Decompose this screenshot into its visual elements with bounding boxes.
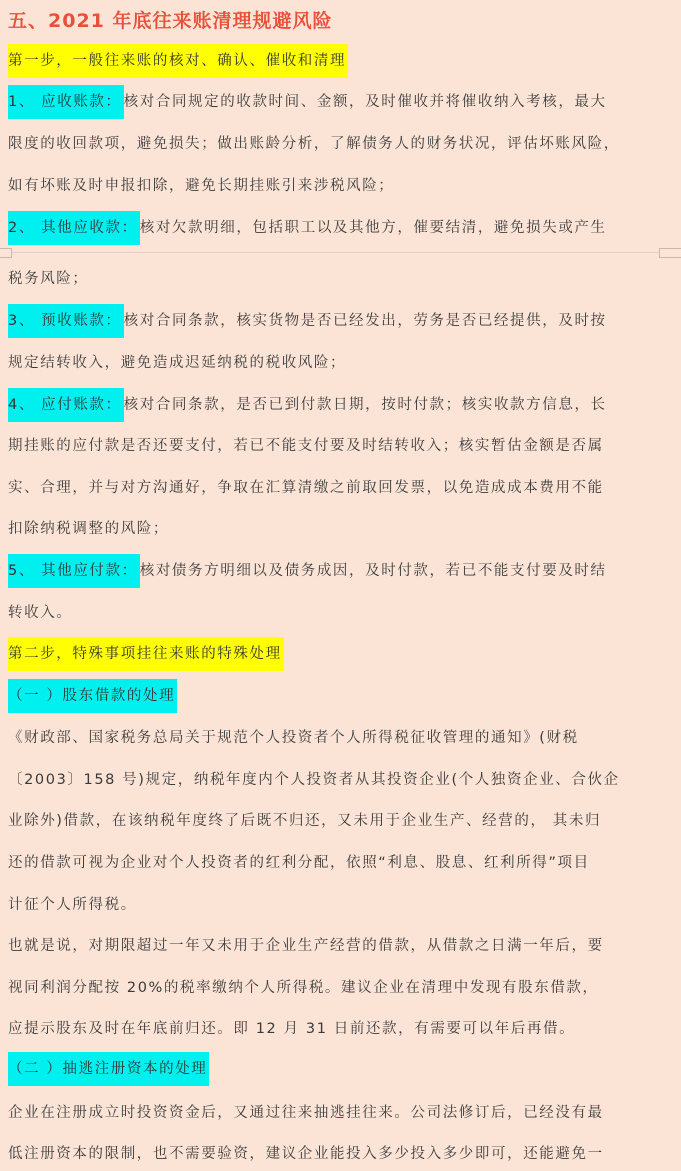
sub1-label: （一 ）股东借款的处理 — [8, 679, 177, 713]
sub1-para1-line5 — [8, 888, 137, 922]
item1-line3 — [8, 169, 394, 203]
sub1-para2-line2 — [8, 971, 599, 1005]
item3-label: 3、 预收账款： — [8, 304, 124, 338]
item1-line2 — [8, 127, 620, 161]
divider-right-handle — [659, 248, 681, 258]
item5-line1 — [8, 554, 607, 588]
sub2-label: （二 ）抽逃注册资本的处理 — [8, 1052, 209, 1086]
item5-label: 5、 其他应付款： — [8, 554, 140, 588]
sub2-para1-text-2: 低注册资本的限制，也不需要验资，建议企业能投入多少投入多少即可，还能避免一 — [8, 1146, 604, 1162]
sub1-para2-text-1: 也就是说，对期限超过一年又未用于企业生产经营的借款，从借款之日满一年后，要 — [8, 938, 604, 954]
sub1-para2-text-2: 视同利润分配按 20%的税率缴纳个人所得税。建议企业在清理中发现有股东借款， — [8, 980, 599, 996]
item4-text-1: 核对合同条款，是否已到付款日期，按时付款；核实收款方信息，长 — [123, 397, 607, 413]
item4-text-4: 扣除纳税调整的风险； — [8, 521, 169, 537]
item4-text-2: 期挂账的应付款是否还要支付，若已不能支付要及时结转收入；核实暂估金额是否属 — [8, 438, 604, 454]
sub2-para1-line2 — [8, 1137, 604, 1171]
step2-heading-line — [8, 637, 284, 671]
item2-line2 — [8, 262, 89, 296]
item1-text-1: 核对合同规定的收款时间、金额，及时催收并将催收纳入考核，最大 — [123, 94, 607, 110]
sub1-para1-line2 — [8, 763, 620, 797]
item5-line2 — [8, 596, 72, 630]
sub1-para1-text-2: 〔2003〕158 号)规定，纳税年度内个人投资者从其投资企业(个人独资企业、合伙企 — [8, 772, 620, 788]
item4-line2 — [8, 429, 604, 463]
item5-text-2: 转收入。 — [8, 605, 73, 621]
sub1-para1-line4 — [8, 846, 590, 880]
item5-text-1: 核对债务方明细以及债务成因，及时付款，若已不能支付要及时结 — [139, 563, 607, 579]
item3-line2 — [8, 346, 346, 380]
item3-line1 — [8, 304, 607, 338]
sub1-para2-line1 — [8, 929, 604, 963]
item2-text-2: 税务风险； — [8, 271, 89, 287]
sub1-label-line — [8, 679, 177, 713]
item4-line3 — [8, 471, 604, 505]
step2-heading: 第二步，特殊事项挂往来账的特殊处理 — [8, 637, 284, 671]
item4-label: 4、 应付账款： — [8, 388, 124, 422]
sub1-para1-text-4: 还的借款可视为企业对个人投资者的红利分配，依照“利息、股息、红利所得”项目 — [8, 855, 590, 871]
item2-text-1: 核对欠款明细，包括职工以及其他方，催要结清，避免损失或产生 — [139, 220, 607, 236]
item1-label: 1、 应收账款： — [8, 85, 124, 119]
item3-text-1: 核对合同条款，核实货物是否已经发出，劳务是否已经提供，及时按 — [123, 313, 607, 329]
item2-line1 — [8, 211, 607, 245]
section-title: 五、2021 年底往来账清理规避风险 — [8, 10, 333, 32]
sub2-para1-line1 — [8, 1096, 604, 1130]
item4-line1 — [8, 388, 607, 422]
sub2-para1-text-1: 企业在注册成立时投资资金后，又通过往来抽逃挂往来。公司法修订后，已经没有最 — [8, 1105, 604, 1121]
sub1-para2-line3 — [8, 1012, 575, 1046]
item4-line4 — [8, 512, 169, 546]
sub1-para1-line1 — [8, 721, 579, 755]
item1-text-2: 限度的收回款项，避免损失；做出账龄分析，了解债务人的财务状况，评估坏账风险， — [8, 136, 620, 152]
divider-left-handle — [0, 248, 12, 258]
item1-line1 — [8, 85, 607, 119]
step1-heading-line — [8, 44, 348, 78]
sub1-para1-line3 — [8, 804, 601, 838]
sub1-para1-text-1: 《财政部、国家税务总局关于规范个人投资者个人所得税征收管理的通知》(财税 — [8, 730, 579, 746]
item2-label: 2、 其他应收款： — [8, 211, 140, 245]
page-break-divider — [0, 252, 681, 253]
item4-text-3: 实、合理，并与对方沟通好，争取在汇算清缴之前取回发票，以免造成成本费用不能 — [8, 480, 604, 496]
item1-text-3: 如有坏账及时申报扣除，避免长期挂账引来涉税风险； — [8, 178, 395, 194]
step1-heading: 第一步，一般往来账的核对、确认、催收和清理 — [8, 44, 348, 78]
sub1-para2-text-3: 应提示股东及时在年底前归还。即 12 月 31 日前还款，有需要可以年后再借。 — [8, 1021, 576, 1037]
item3-text-2: 规定结转收入，避免造成迟延纳税的税收风险； — [8, 355, 347, 371]
sub2-label-line — [8, 1052, 209, 1086]
sub1-para1-text-5: 计征个人所得税。 — [8, 897, 137, 913]
sub1-para1-text-3: 业除外)借款，在该纳税年度终了后既不归还，又未用于企业生产、经营的， 其未归 — [8, 813, 602, 829]
